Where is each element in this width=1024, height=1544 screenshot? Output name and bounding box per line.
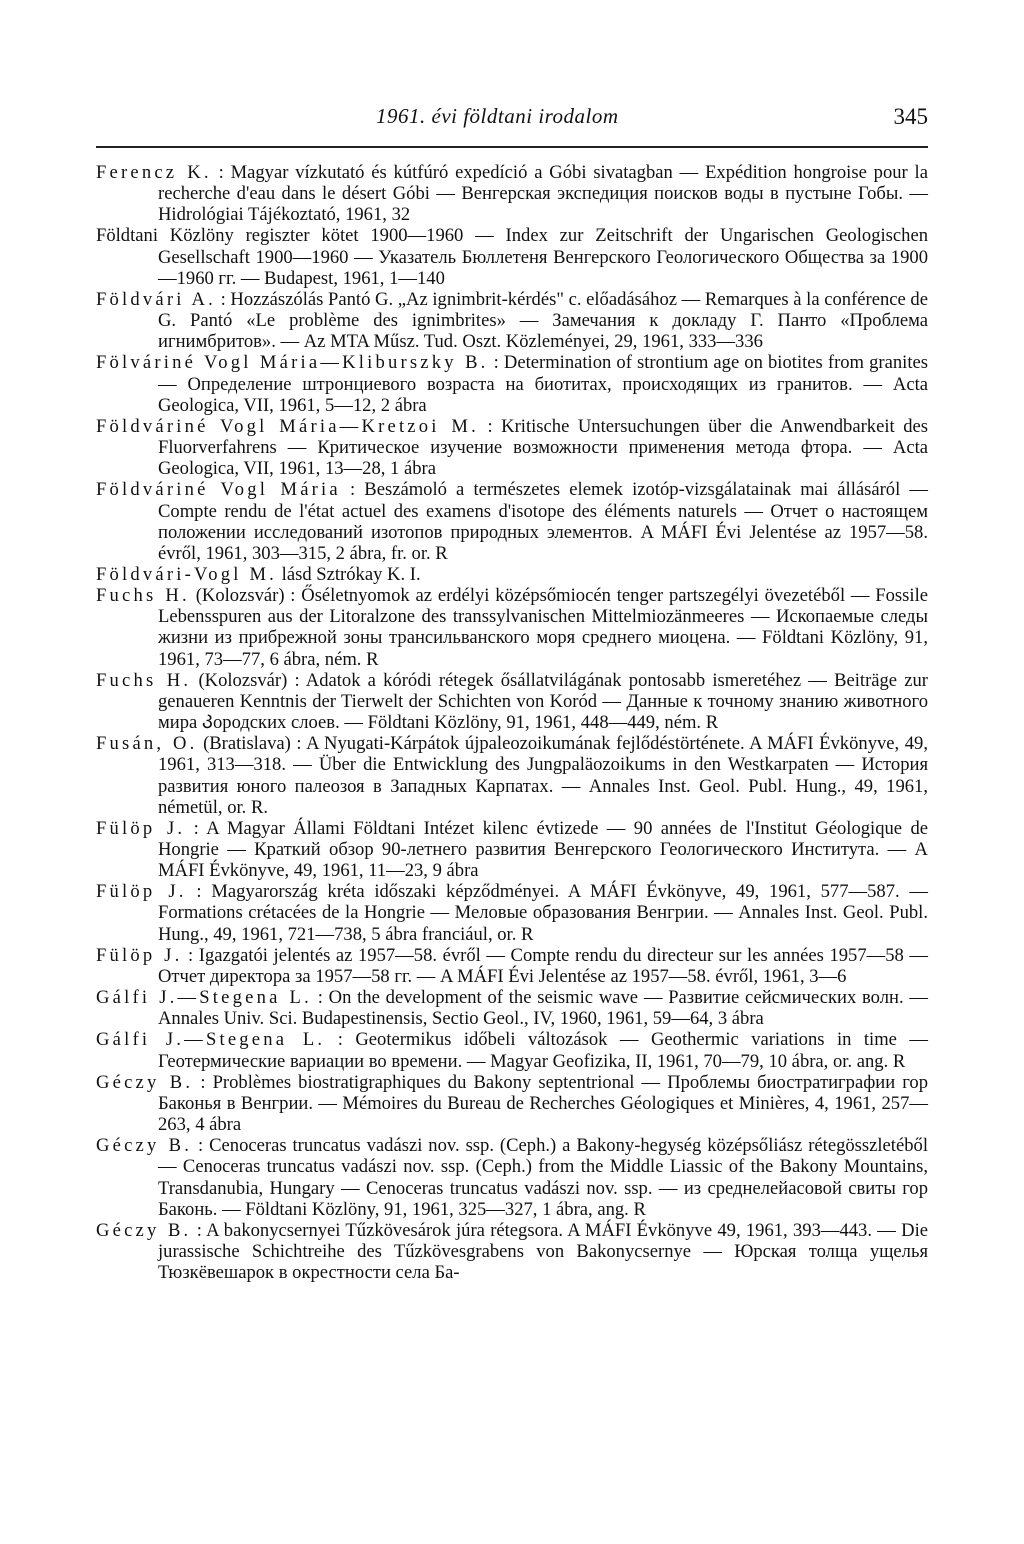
bibliography-entry <box>96 162 928 225</box>
entry-text: : Cenoceras truncatus vadászi nov. ssp. (Ceph.) a Bakony-hegység középsőliász rétegösszletéből — Cenoceras truncatus vadászi nov. ssp. (Ceph.) from the Middle Liassic of the Bakony Mountains, Transdanubia, Hungary — Cenoceras truncatus vadászi nov. ssp. — из среднелейасовой свиты гор Баконь. — Földtani Közlöny, 91, 1961, 325—327, 1 ábra, ang. R <box>158 1135 928 1220</box>
entry-author: Fülöp J. <box>96 881 187 903</box>
entry-text: : Hozzászólás Pantó G. „Az ignimbrit-kérdés" c. előadásához — Remarques à la conférence de G. Pantó «Le problème des ignimbrites» — Замечания к докладу Г. Панто «Проблема игнимбритов». — Az MTA Műsz. Tud. Oszt. Közleményei, 29, 1961, 333—336 <box>158 288 928 353</box>
bibliography-entry <box>96 416 928 479</box>
bibliography-entry <box>96 289 928 352</box>
page-number: 345 <box>893 104 928 129</box>
entry-text: 1900—1960 — Index zur Zeitschrift der Ungarischen Geologischen Gesellschaft 1900—1960 — Указатель Бюллетеня Венгерского Геологического Общества за 1900—1960 гг. — Budapest, 1961, 1—140 <box>158 225 928 289</box>
bibliography-entry <box>96 945 928 987</box>
entry-author: Fölváriné Vogl Mária—Kliburszky B. <box>96 352 489 374</box>
bibliography-entry <box>96 225 928 288</box>
bibliography-entry <box>96 1072 928 1135</box>
bibliography-entry <box>96 670 928 733</box>
entry-author: Földvári-Vogl M. <box>96 563 278 585</box>
entry-author: Földvári A. <box>96 288 216 310</box>
entry-author: Földtani Közlöny regiszter kötet <box>96 225 359 247</box>
entry-author: Földváriné Vogl Mária <box>96 479 341 501</box>
entry-author: Ferencz K. <box>96 162 212 183</box>
entry-text: : Geotermikus időbeli változások — Geothermic variations in time — Геотермические вариации во времени. — Magyar Geofizika, II, 1961, 70—79, 10 ábra, or. ang. R <box>158 1029 928 1072</box>
entry-author: Géczy B. <box>96 1135 193 1157</box>
bibliography-entry <box>96 733 928 818</box>
entry-text: (Bratislava) : A Nyugati-Kárpátok újpaleozoikumának fejlődéstörténete. A MÁFI Évkönyve, 49, 1961, 313—318. — Über die Entwicklung des Jungpaläozoikums in den Westkarpaten — История развития юного палеозоя в Западных Карпатах. — Annales Inst. Geol. Publ. Hung., 49, 1961, németül, or. R. <box>158 733 928 818</box>
bibliography-entry <box>96 1029 928 1071</box>
bibliography-entry <box>96 881 928 944</box>
entry-text: : Magyarország kréta időszaki képződményei. A MÁFI Évkönyve, 49, 1961, 577—587. — Formations crétacées de la Hongrie — Меловые образования Венгрии. — Annales Inst. Geol. Publ. Hung., 49, 1961, 721—738, 5 ábra franciául, or. R <box>158 881 928 945</box>
entry-author: Fülöp J. <box>96 944 183 966</box>
entry-author: Géczy B. <box>96 1219 192 1241</box>
entry-text: : Determination of strontium age on biotites from granites — Определение штронциевого возраста на биотитах, происходящих из гранитов. — Acta Geologica, VII, 1961, 5—12, 2 ábra <box>158 352 928 416</box>
entry-author: Gálfi J.—Stegena L. <box>96 987 312 1009</box>
entry-text: lásd Sztrókay K. I. <box>277 563 421 585</box>
bibliography-entry <box>96 352 928 415</box>
entry-author: Fülöp J. <box>96 817 186 839</box>
running-title: 1961. évi földtani irodalom <box>376 104 619 128</box>
entry-text: (Kolozsvár) : Őséletnyomok az erdélyi középsőmiocén tenger partszegélyi övezetéből — Fossile Lebensspuren aus der Litoralzone des transsylvanischen Mittelmiozänmeeres — Ископаемые следы жизни из прибрежной зоны трансильванского моря среднего миоцена. — Földtani Közlöny, 91, 1961, 73—77, 6 ábra, ném. R <box>158 585 928 670</box>
entry-text: : Kritische Untersuchungen über die Anwendbarkeit des Fluorverfahrens — Критическое изучение возможности применения метода фтора. — Acta Geologica, VII, 1961, 13—28, 1 ábra <box>158 415 928 480</box>
bibliography-entry <box>96 818 928 881</box>
bibliography-entry <box>96 1220 928 1283</box>
bibliography-entry <box>96 585 928 670</box>
entry-author: Földváriné Vogl Mária—Kretzoi M. <box>96 415 479 437</box>
bibliography-entry <box>96 564 928 585</box>
entry-text: : A bakonycsernyei Tűzkövesárok júra rétegsora. A MÁFI Évkönyve 49, 1961, 393—443. — Die jurassische Schichtreihe des Tűzkövesgrabens von Bakonycsernye — Юрская толща ущелья Тюзкёвешарок в окрестности села Ба- <box>158 1219 928 1284</box>
entry-author: Fuchs H. <box>96 669 192 691</box>
bibliography-list <box>96 162 928 1283</box>
bibliography-entry <box>96 1135 928 1220</box>
entry-author: Fuchs H. <box>96 585 190 607</box>
entry-text: : Igazgatói jelentés az 1957—58. évről — Compte rendu du directeur sur les années 1957—58 — Отчет директора за 1957—58 гг. — A MÁFI Évi Jelentése az 1957—58. évről, 1961, 3—6 <box>158 944 929 987</box>
entry-text: : On the development of the seismic wave — Развитие сейсмических волн. — Annales Univ. Sci. Budapestinensis, Sectio Geol., IV, 1960, 1961, 59—64, 3 ábra <box>158 987 928 1030</box>
entry-author: Fusán, O. <box>96 733 198 755</box>
entry-text: : Beszámoló a természetes elemek izotóp-vizsgálatainak mai állásáról — Compte rendu de l'état actuel des examens d'isotope des éléments naturels — Отчет о настоящем положении исследований изотопов природных элементов. A MÁFI Évi Jelentése az 1957—58. évről, 1961, 303—315, 2 ábra, fr. or. R <box>158 479 928 564</box>
entry-text: (Kolozsvár) : Adatok a kóródi rétegek ősállatvilágának pontosabb ismeretéhez — Beiträge zur genaueren Kenntnis der Tierwelt der Schichten von Koród — Данные к точному знанию животного мира Კородских слоев. — Földtani Közlöny, 91, 1961, 448—449, ném. R <box>158 669 928 734</box>
entry-text: : Problèmes biostratigraphiques du Bakony septentrional — Проблемы биостратиграфии гор Баконья в Венгрии. — Mémoires du Bureau de Recherches Géologiques et Minières, 4, 1961, 257—263, 4 ábra <box>158 1071 928 1136</box>
running-head <box>96 100 928 148</box>
document-page <box>96 100 928 1283</box>
entry-text: : A Magyar Állami Földtani Intézet kilenc évtizede — 90 années de l'Institut Géologique de Hongrie — Краткий обзор 90-летнего развития Венгерского Геологического Института. — A MÁFI Évkönyve, 49, 1961, 11—23, 9 ábra <box>158 817 928 882</box>
entry-author: Gálfi J.—Stegena L. <box>96 1029 326 1051</box>
entry-text: : Magyar vízkutató és kútfúró expedíció a Góbi sivatagban — Expédition hongroise pour la recherche d'eau dans le désert Góbi — Венгерская экспедиция поисков воды в пустыне Гобы. — Hidrológiai Tájékoztató, 1961, 32 <box>158 162 928 226</box>
entry-author: Géczy B. <box>96 1071 194 1093</box>
bibliography-entry <box>96 987 928 1029</box>
bibliography-entry <box>96 479 928 564</box>
